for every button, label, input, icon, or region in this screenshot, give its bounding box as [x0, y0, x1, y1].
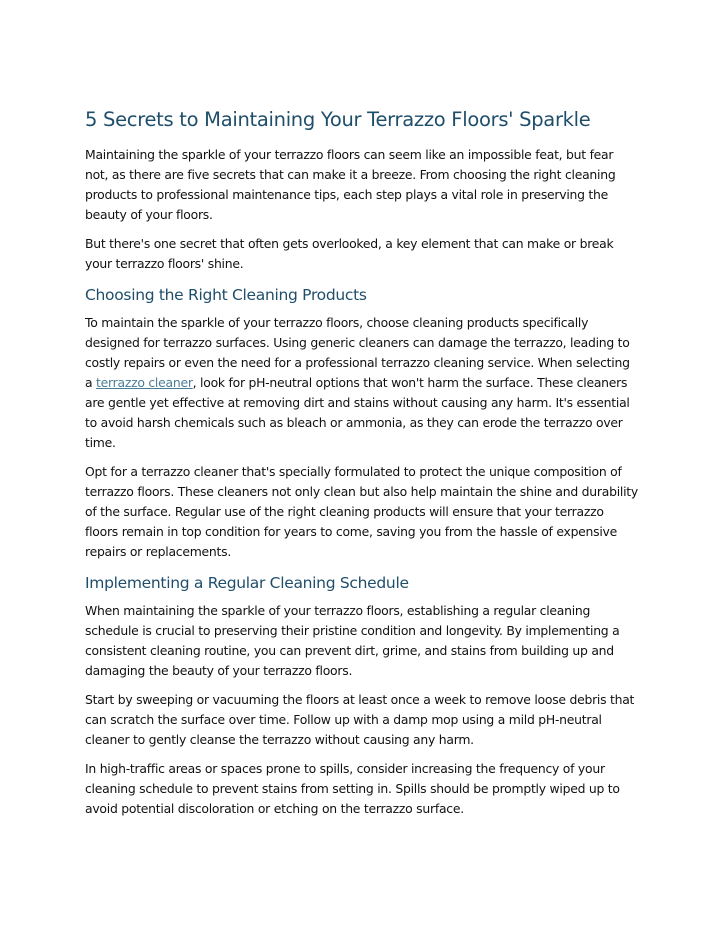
cleaning-schedule-paragraph-1: When maintaining the sparkle of your terrazzo floors, establishing a regular cleaning schedule is crucial to preserving their pristine condition and longevity. By implementing a consistent cleaning routine, you can prevent dirt, grime, and stains from building up and damaging the beauty of your terrazzo floors. [85, 603, 620, 678]
paragraph-text: To maintain the sparkle of your terrazzo floors, choose cleaning products specifically designed for terrazzo surfaces. Using generic cleaners can damage the terrazzo, leading to costly repairs or even the need for a professional terrazzo cleaning service. When selecting a [85, 315, 630, 390]
paragraph-text: , look for pH-neutral options that won't harm the surface. These cleaners are gentle yet effective at removing dirt and stains without causing any harm. It's essential to avoid harsh chemicals such as bleach or ammonia, as they can erode the terrazzo over time. [85, 375, 630, 450]
intro-paragraph-1: Maintaining the sparkle of your terrazzo floors can seem like an impossible feat, but fear not, as there are five secrets that can make it a breeze. From choosing the right cleaning products to professional maintenance tips, each step plays a vital role in preserving the beauty of your floors. [85, 147, 616, 222]
cleaning-schedule-paragraph-2: Start by sweeping or vacuuming the floors at least once a week to remove loose debris that can scratch the surface over time. Follow up with a damp mop using a mild pH-neutral cleaner to gently cleanse the terrazzo without causing any harm. [85, 692, 635, 747]
terrazzo-cleaner-link[interactable]: terrazzo cleaner [96, 375, 193, 390]
section-heading-cleaning-products: Choosing the Right Cleaning Products [85, 286, 367, 304]
cleaning-schedule-paragraph-3: In high-traffic areas or spaces prone to spills, consider increasing the frequency of your cleaning schedule to prevent stains from setting in. Spills should be promptly wiped up to avoid potential discoloration or etching on the terrazzo surface. [85, 761, 620, 816]
cleaning-products-paragraph-1 [85, 313, 640, 453]
page-title: 5 Secrets to Maintaining Your Terrazzo Floors' Sparkle [85, 108, 591, 131]
cleaning-products-paragraph-2: Opt for a terrazzo cleaner that's specially formulated to protect the unique composition of terrazzo floors. These cleaners not only clean but also help maintain the shine and durability of the surface. Regular use of the right cleaning products will ensure that your terrazzo floors remain in top condition for years to come, saving you from the hassle of expensive repairs or replacements. [85, 464, 638, 559]
intro-paragraph-2: But there's one secret that often gets overlooked, a key element that can make or break your terrazzo floors' shine. [85, 236, 614, 271]
section-heading-cleaning-schedule: Implementing a Regular Cleaning Schedule [85, 574, 409, 592]
document-page [85, 106, 640, 828]
